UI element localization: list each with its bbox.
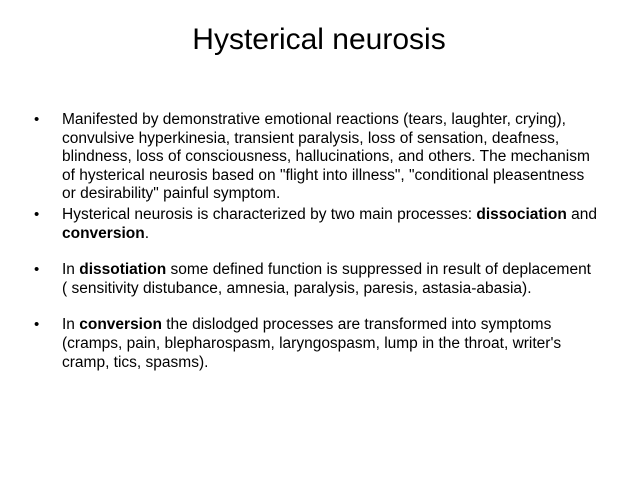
bullet-text-part: Hysterical neurosis is characterized by two main processes: — [62, 205, 477, 223]
bullet-dot: • — [34, 261, 40, 279]
bullet-text-part: In — [62, 316, 80, 334]
bullet-text-part: and — [566, 205, 597, 223]
bullet-item — [34, 206, 599, 243]
bullet-text — [62, 261, 599, 298]
slide-title: Hysterical neurosis — [192, 23, 446, 56]
bullet-text — [62, 206, 599, 243]
bullet-item — [34, 261, 599, 298]
bold-term-dissotiation: dissotiation — [79, 261, 167, 279]
bullet-dot: • — [34, 205, 40, 223]
bullet-text-part: the dislodged processes are transformed into symptoms (cramps, pain, blepharospasm, laryngospasm, lump in the throat, writer's cramp, tics, spasms). — [62, 316, 562, 371]
bold-term-dissociation: dissociation — [476, 205, 567, 223]
bullet-item — [34, 111, 599, 204]
bullet-text-part: some defined function is suppressed in result of deplacement ( sensitivity distubance, amnesia, paralysis, paresis, astasia-abasia). — [62, 261, 591, 297]
bullet-dot: • — [34, 111, 40, 128]
bullet-text-part: . — [144, 224, 150, 242]
bold-term-conversion: conversion — [79, 316, 162, 334]
bullet-text — [62, 316, 599, 372]
bold-term-conversion: conversion — [62, 224, 145, 242]
bullet-text: Manifested by demonstrative emotional reactions (tears, laughter, crying), convulsive hyperkinesia, transient paralysis, loss of sensation, deafness, blindness, loss of consciousness, hallucinations, and others. The mechanism of hysterical neurosis based on "flight into illness", "conditional pleasentness or desirability" painful symptom. — [62, 111, 590, 203]
bullet-text-part: In — [62, 261, 80, 279]
bullet-item — [34, 316, 599, 372]
bullet-list — [34, 111, 599, 372]
bullet-dot: • — [34, 316, 40, 334]
